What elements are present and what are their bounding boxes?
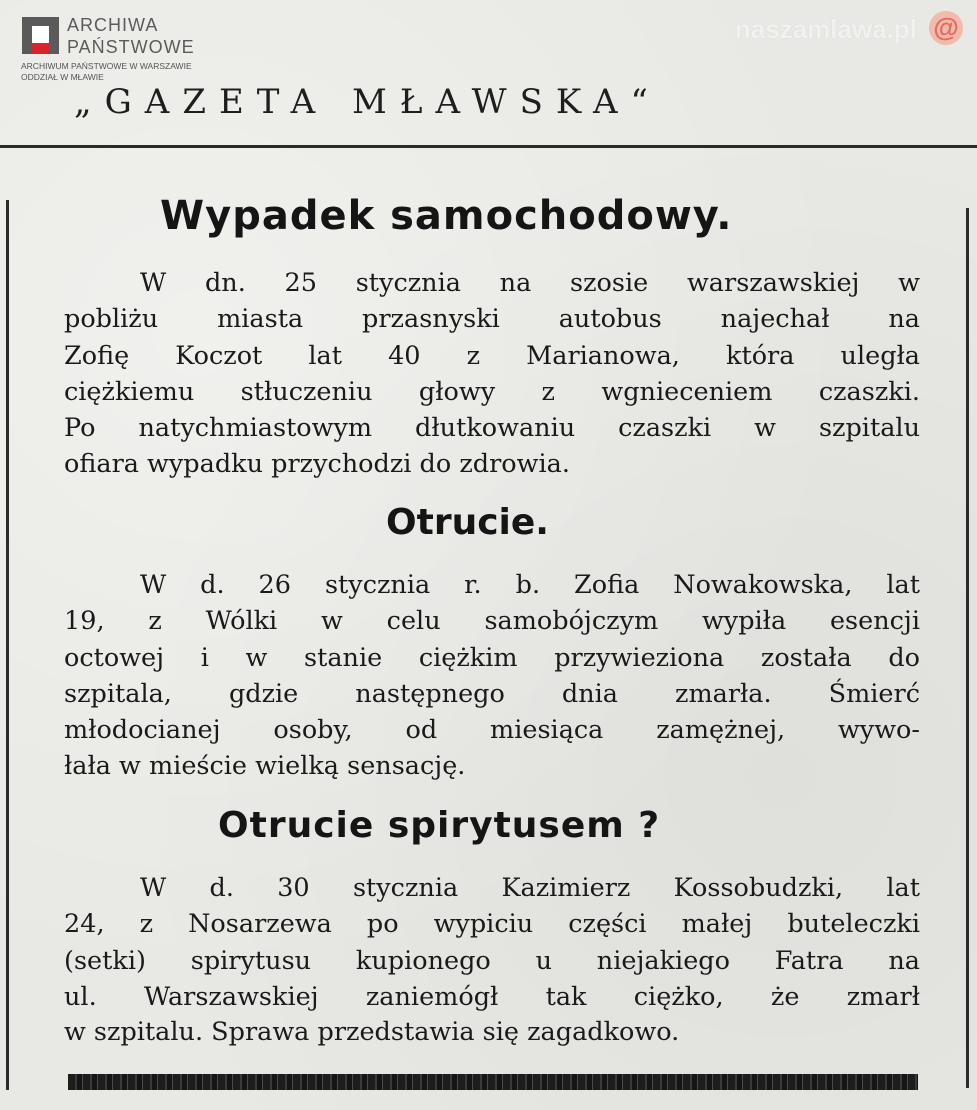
article-line: ofiara wypadku przychodzi do zdrowia. — [64, 449, 570, 479]
article-line: w szpitalu. Sprawa przedstawia się zagadkowo. — [64, 1017, 680, 1047]
article-heading: Otrucie. — [386, 502, 549, 543]
article-line: młodocianej osoby, od miesiąca zamężnej, wywo- — [64, 715, 920, 745]
bottom-rule — [68, 1074, 918, 1090]
article-line: (setki) spirytusu kupionego u niejakiego Fatra na — [64, 946, 920, 976]
newspaper-masthead: „GAZETA MŁAWSKA“ — [74, 82, 661, 122]
column-border-right — [966, 208, 969, 1088]
article-line: W d. 26 stycznia r. b. Zofia Nowakowska, lat — [140, 570, 920, 600]
article-line: łała w mieście wielką sensację. — [64, 751, 466, 781]
article-line: pobliżu miasta przasnyski autobus najechał na — [64, 304, 920, 334]
article-line: ul. Warszawskiej zaniemógł tak ciężko, że zmarł — [64, 982, 920, 1012]
article-line: Po natychmiastowym dłutkowaniu czaszki w szpitalu — [64, 413, 920, 443]
article-heading: Otrucie spirytusem ? — [218, 805, 661, 846]
article-heading: Wypadek samochodowy. — [160, 193, 733, 239]
article-line: Zofię Koczot lat 40 z Marianowa, która uległa — [64, 341, 920, 371]
article-line: 19, z Wólki w celu samobójczym wypiła esencji — [64, 606, 920, 636]
article-line: szpitala, gdzie następnego dnia zmarła. Śmierć — [64, 679, 920, 709]
archive-name-line1: ARCHIWA — [67, 15, 159, 35]
article-line: 24, z Nosarzewa po wypiciu części małej buteleczki — [64, 909, 920, 939]
archive-subtitle-line1: ARCHIWUM PAŃSTWOWE W WARSZAWIE — [21, 61, 192, 71]
archive-name-line2: PAŃSTWOWE — [67, 37, 195, 57]
masthead-rule — [0, 145, 977, 148]
archive-logo-icon — [22, 17, 59, 54]
article-line: octowej i w stanie ciężkim przywieziona została do — [64, 643, 920, 673]
watermark-text: naszamlawa.pl — [734, 14, 917, 44]
archive-subtitle-line2: ODDZIAŁ W MŁAWIE — [21, 72, 104, 82]
watermark-at-icon: @ — [929, 11, 963, 45]
column-border-left — [6, 200, 9, 1090]
article-line: ciężkiemu stłuczeniu głowy z wgnieceniem czaszki. — [64, 377, 920, 407]
article-line: W d. 30 stycznia Kazimierz Kossobudzki, lat — [140, 873, 920, 903]
article-line: W dn. 25 stycznia na szosie warszawskiej w — [140, 268, 920, 298]
